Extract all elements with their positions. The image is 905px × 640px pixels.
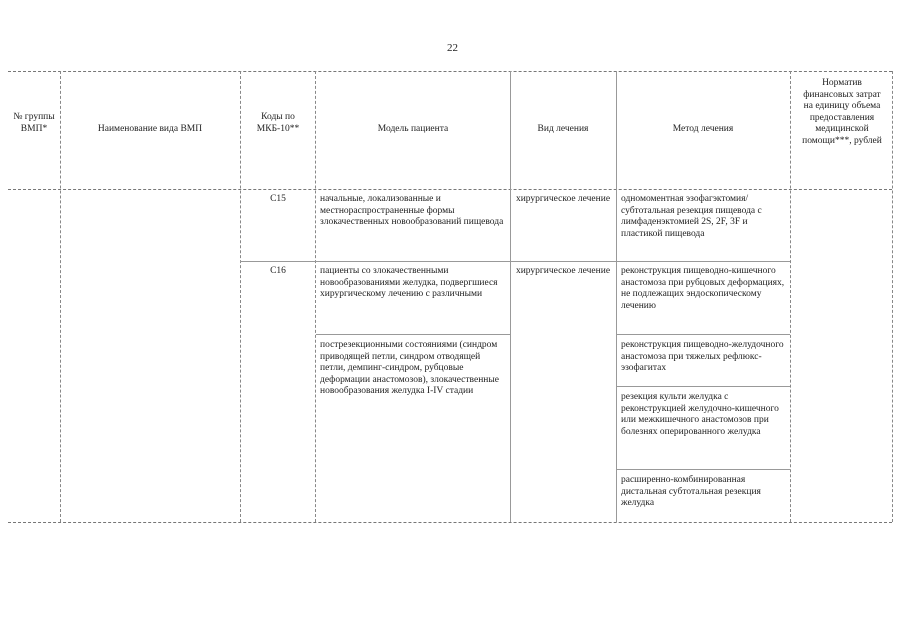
header-group-number: № группы ВМП* (13, 112, 55, 134)
treatment-method: реконструкция пищеводно-кишечного анастомоза при рубцовых деформациях, не подлежащих эндоскопическому лечению (621, 266, 785, 311)
header-bottom-border (8, 189, 892, 190)
table-bottom-border (8, 522, 892, 523)
col-divider (892, 71, 893, 522)
treatment-type: хирургическое лечение (515, 194, 611, 204)
col-divider (510, 71, 511, 522)
icd-code: C15 (270, 194, 286, 204)
header-vmp-name: Наименование вида ВМП (97, 124, 203, 134)
col-divider (616, 71, 617, 522)
col-divider (315, 71, 316, 522)
row-separator (617, 334, 790, 335)
treatment-method: одномоментная эзофагэктомия/ субтотальная резекция пищевода с лимфаденэктомией 2S, 2F, 3F и пластикой пищевода (621, 194, 762, 239)
row-separator (617, 469, 790, 470)
header-patient-model: Модель пациента (377, 124, 449, 134)
row-separator (240, 261, 790, 262)
treatment-method: расширенно-комбинированная дистальная субтотальная резекция желудка (621, 475, 761, 508)
page-number: 22 (447, 42, 458, 54)
col-divider (60, 71, 61, 522)
treatment-method: резекция культи желудка с реконструкцией желудочно-кишечного или межкишечного анастомозов при болезнях оперированного желудка (621, 392, 779, 437)
patient-model-continued: пострезекционными состояниями (синдром приводящей петли, синдром отводящей петли, демпинг-синдром, рубцовые деформации анастомозов), злокачественные новообразования желудка I-IV стадии (320, 340, 499, 396)
table-top-border (8, 71, 892, 72)
icd-code: C16 (270, 266, 286, 276)
treatment-type: хирургическое лечение (515, 266, 611, 276)
header-treatment-type: Вид лечения (537, 124, 589, 134)
patient-model: начальные, локализованные и местнораспространенные формы злокачественных новообразований пищевода (320, 194, 504, 227)
row-separator (617, 386, 790, 387)
col-divider (240, 71, 241, 522)
row-separator (316, 334, 510, 335)
treatment-method: реконструкция пищеводно-желудочного анастомоза при тяжелых рефлюкс-эзофагитах (621, 340, 784, 373)
header-treatment-method: Метод лечения (672, 124, 734, 134)
patient-model: пациенты со злокачественными новообразованиями желудка, подвергшиеся хирургическому лечению с различными (320, 266, 498, 299)
header-icd-codes: Коды по МКБ-10** (256, 112, 300, 134)
header-cost-norm: Норматив финансовых затрат на единицу объема предоставления медицинской помощи***, рублей (802, 78, 882, 146)
col-divider (790, 71, 791, 522)
